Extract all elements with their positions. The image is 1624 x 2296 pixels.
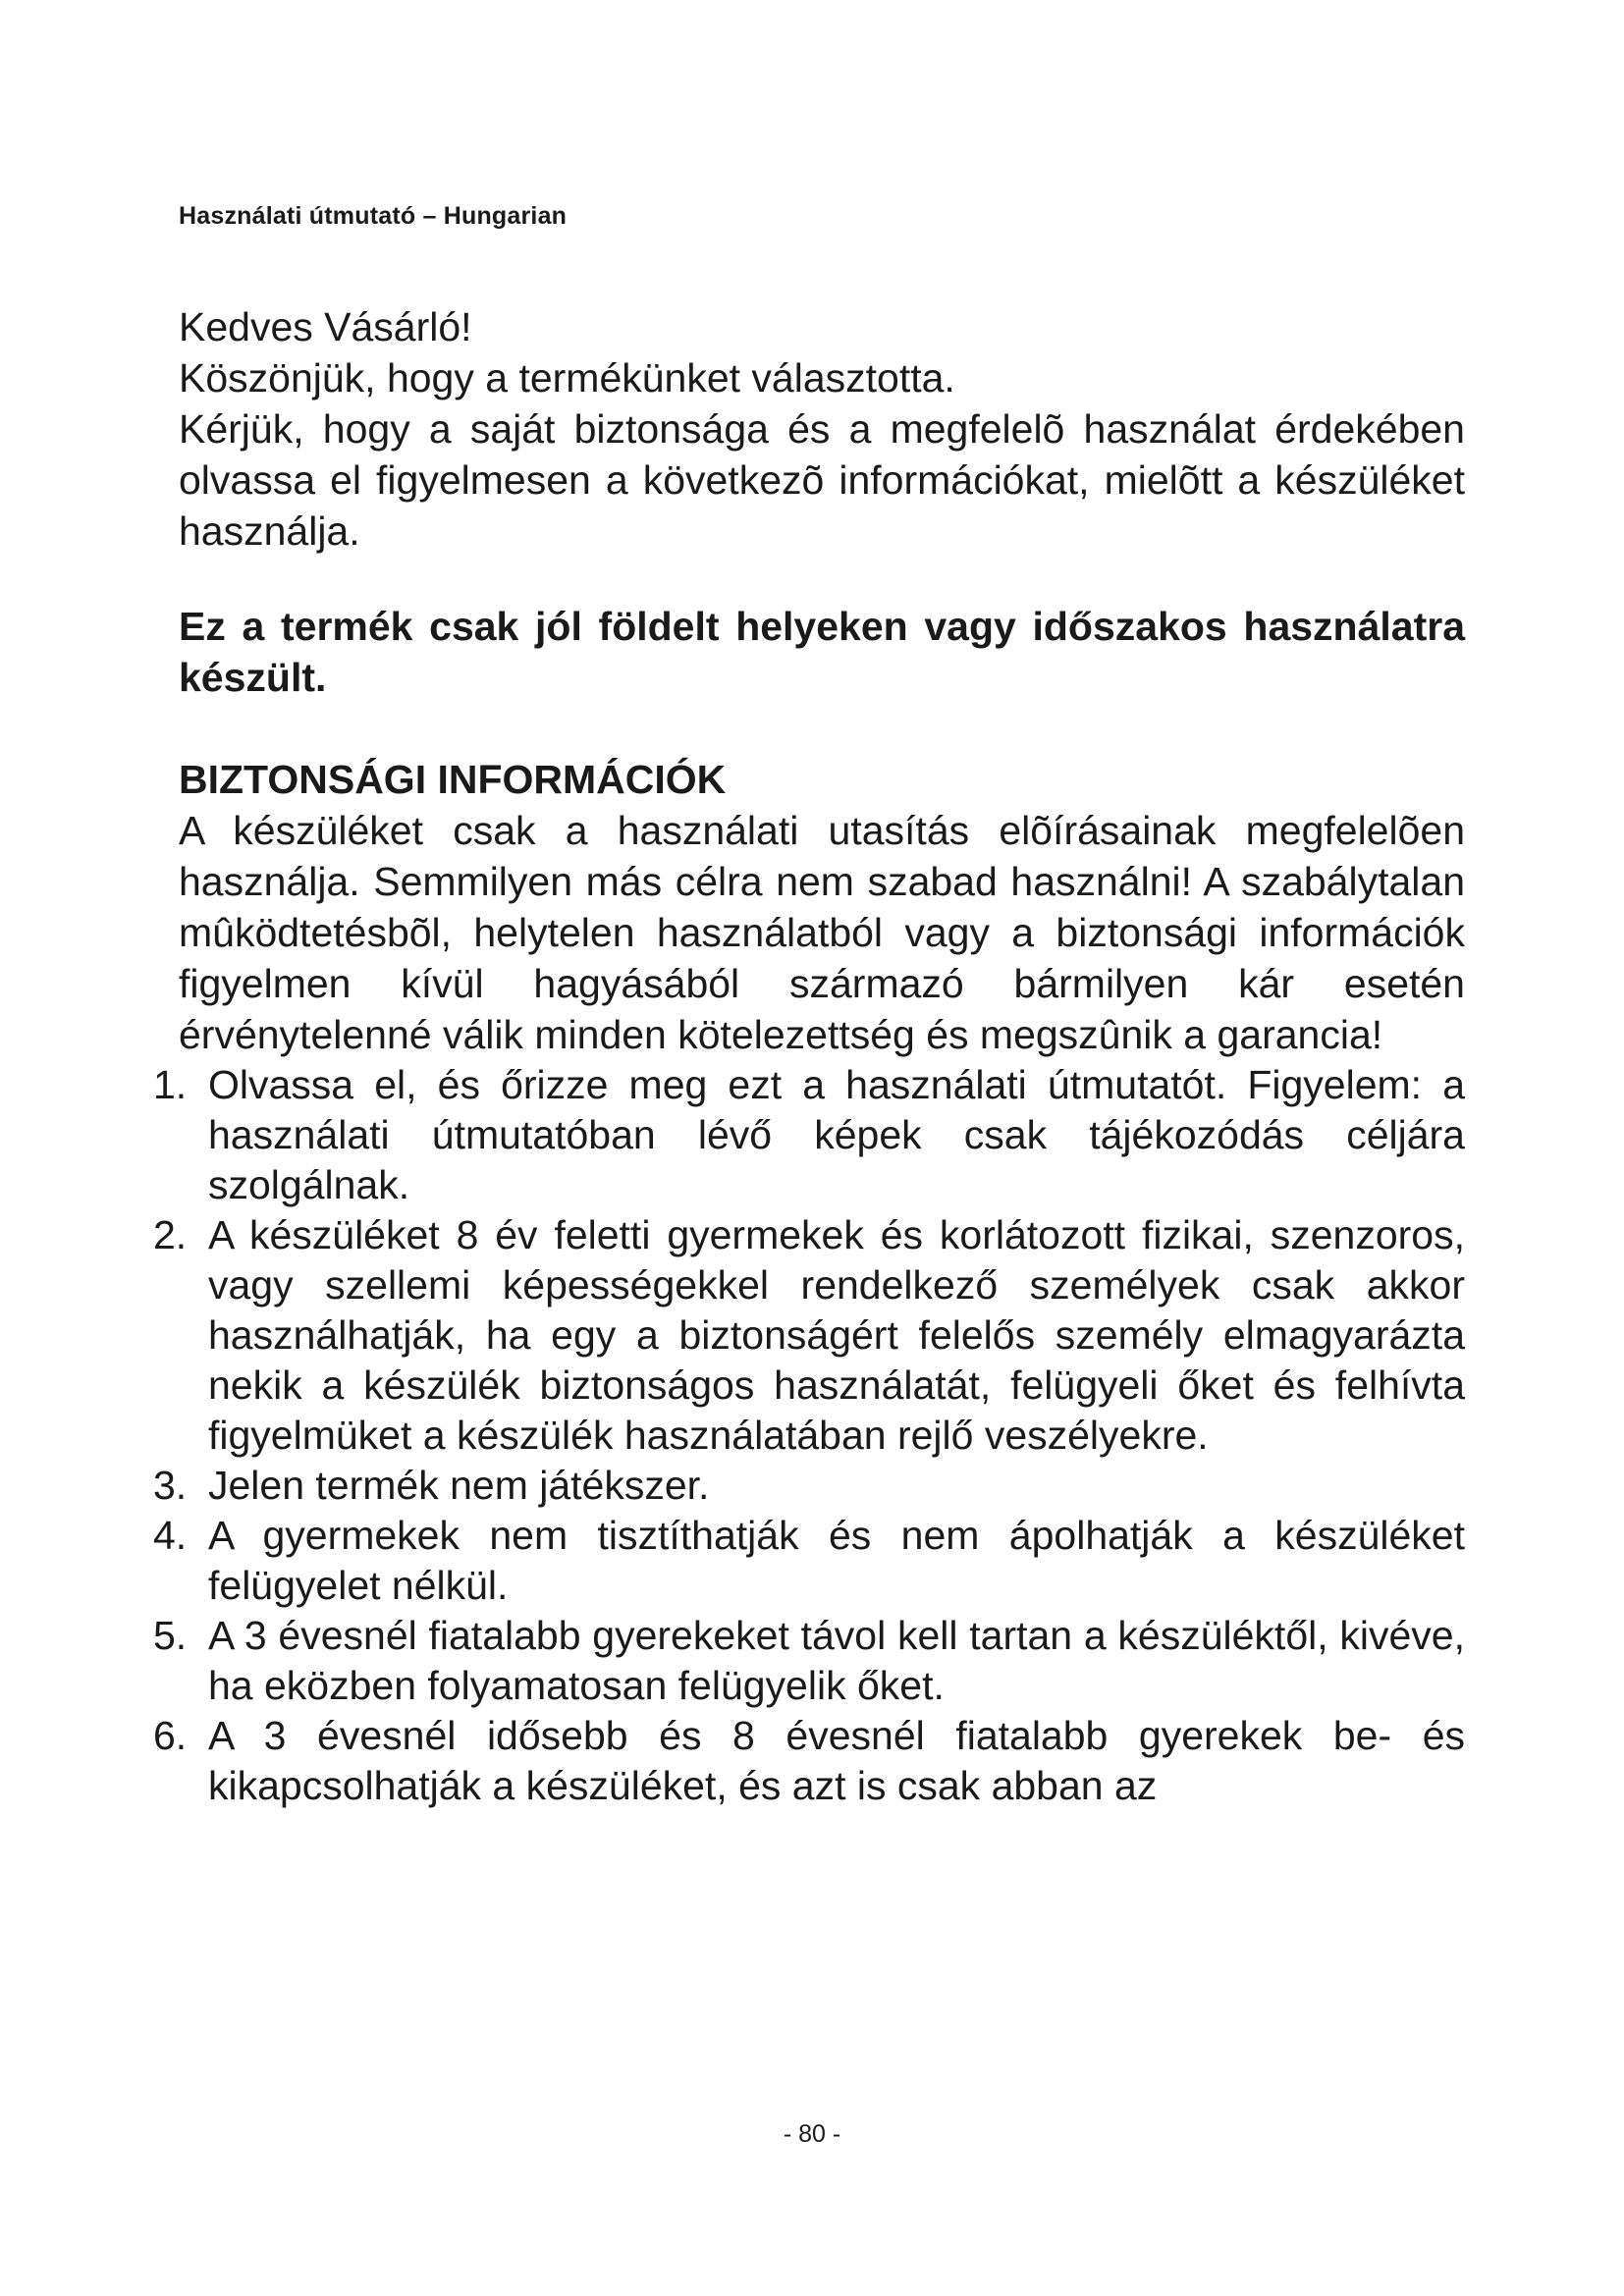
intro-section (179, 301, 1465, 557)
item-text: Olvassa el, és őrizze meg ezt a használati útmutatót. Figyelem: a használati útmutatóban lévő képek csak tájékozódás céljára szolgálnak. (208, 1062, 1465, 1207)
item-text: A 3 évesnél idősebb és 8 évesnél fiatalabb gyerekek be- és kikapcsolhatják a készüléket, és azt is csak abban az (208, 1713, 1465, 1808)
page-content (153, 301, 1465, 1811)
item-text: A készüléket 8 év feletti gyermekek és korlátozott fizikai, szenzoros, vagy szellemi képességekkel rendelkező személyek csak akkor használhatják, ha egy a biztonságért felelős személy elmagyarázta nekik a készülék biztonságos használatát, felügyeli őket és felhívta figyelmüket a készülék használatában rejlő veszélyekre. (208, 1212, 1465, 1458)
page-number: - 80 - (783, 2120, 841, 2148)
safety-list (153, 1060, 1465, 1811)
thanks-text: Köszönjük, hogy a termékünket választotta. (179, 355, 955, 400)
list-item (153, 1060, 1465, 1210)
safety-title: BIZTONSÁGI INFORMÁCIÓK (179, 757, 727, 802)
greeting: Kedves Vásárló! (179, 304, 472, 349)
item-number: 2. (153, 1212, 188, 1257)
item-text: A gyermekek nem tisztíthatják és nem ápolhatják a készüléket felügyelet nélkül. (208, 1513, 1465, 1608)
page-header: Használati útmutató – Hungarian (179, 202, 568, 230)
item-number: 6. (153, 1713, 188, 1758)
item-text: A 3 évesnél fiatalabb gyerekeket távol kell tartan a készüléktől, kivéve, ha eközben folyamatosan felügyelik őket. (208, 1613, 1465, 1708)
safety-text: A készüléket csak a használati utasítás elõírásainak megfelelõen használja. Semmilyen más célra nem szabad használni! A szabálytalan mûködtetésbõl, helytelen használatból vagy a biztonsági információk figyelmen kívül hagyásából származó bármilyen kár esetén érvénytelenné válik minden kötelezettség és megszûnik a garancia! (179, 808, 1465, 1057)
list-item (153, 1711, 1465, 1811)
list-item (153, 1210, 1465, 1461)
item-number: 1. (153, 1062, 188, 1107)
grounding-notice: Ez a termék csak jól földelt helyeken vagy időszakos használatra készült. (179, 604, 1465, 700)
item-number: 5. (153, 1613, 188, 1658)
list-item (153, 1461, 1465, 1511)
list-item (153, 1611, 1465, 1711)
list-item (153, 1511, 1465, 1611)
item-number: 3. (153, 1463, 188, 1508)
request-text: Kérjük, hogy a saját biztonsága és a megfelelõ használat érdekében olvassa el figyelmesen a következõ információkat, mielõtt a készüléket használja. (179, 406, 1465, 554)
item-number: 4. (153, 1513, 188, 1558)
item-text: Jelen termék nem játékszer. (208, 1463, 710, 1508)
